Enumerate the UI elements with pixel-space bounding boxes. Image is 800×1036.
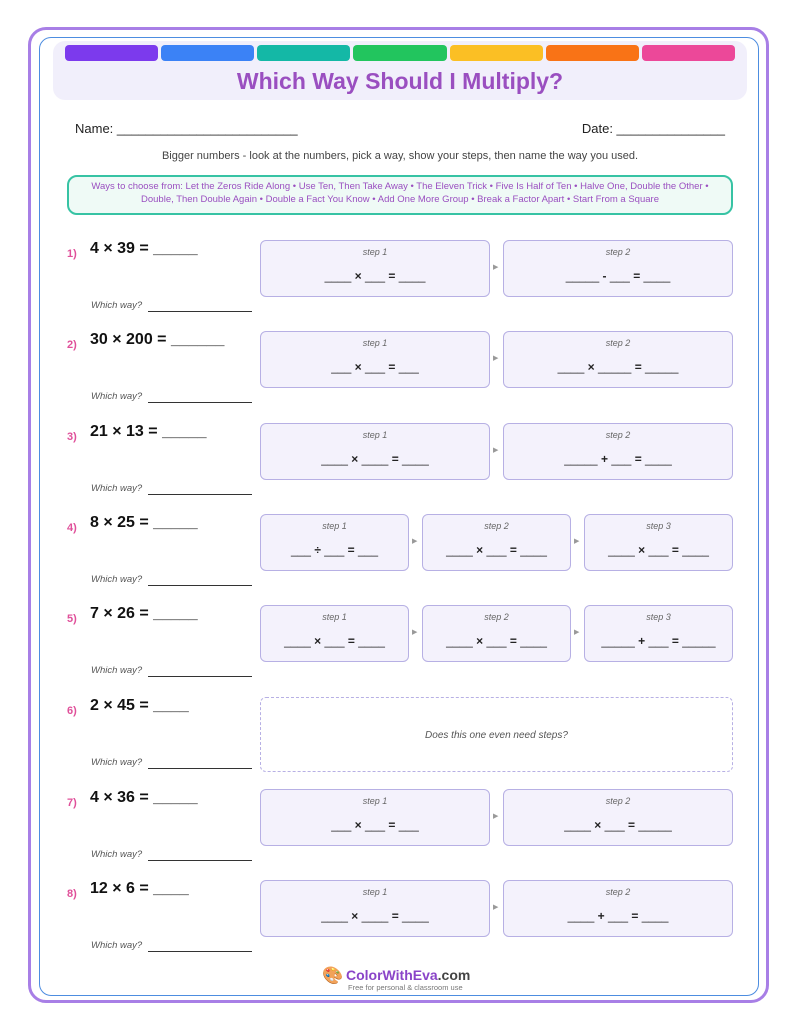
step-blank[interactable]: _____ — [597, 360, 632, 374]
color-bar — [161, 45, 254, 61]
step-equation[interactable] — [504, 452, 732, 466]
step-blank[interactable]: ___ — [364, 818, 386, 832]
step-operator: = — [347, 634, 355, 648]
page-title: Which Way Should I Multiply? — [236, 68, 564, 94]
step-label: step 1 — [362, 796, 388, 806]
problem-row — [67, 605, 747, 685]
step-operator: - — [602, 269, 607, 283]
step-box[interactable] — [260, 423, 490, 480]
step-box[interactable] — [503, 240, 733, 297]
which-way-line[interactable] — [148, 311, 252, 312]
arrow-icon: ▶ — [493, 447, 499, 454]
step-label: step 2 — [605, 796, 631, 806]
step-box[interactable] — [260, 240, 490, 297]
arrow-icon: ▶ — [574, 629, 580, 636]
step-blank[interactable]: ___ — [290, 543, 311, 557]
step-operator: = — [634, 360, 642, 374]
color-bar — [642, 45, 735, 61]
step-blank[interactable]: ____ — [446, 543, 473, 557]
step-label: step 1 — [362, 247, 388, 257]
problem-number: 7) — [67, 797, 77, 809]
step-blank[interactable]: _____ — [682, 634, 716, 648]
problem-expression: 12 × 6 = ____ — [90, 880, 189, 897]
step-label: step 1 — [322, 521, 347, 531]
step-operator: = — [391, 909, 399, 923]
problem-number: 8) — [67, 888, 77, 900]
step-equation[interactable] — [261, 818, 489, 832]
step-equation[interactable] — [261, 909, 489, 923]
step-equation[interactable] — [261, 452, 489, 466]
problem-number: 1) — [67, 248, 77, 260]
which-way-label: Which way? — [91, 849, 143, 860]
step-blank[interactable]: ____ — [520, 543, 547, 557]
step-label: step 2 — [605, 247, 631, 257]
step-operator: = — [391, 452, 399, 466]
arrow-icon: ▶ — [574, 538, 580, 545]
step-operator: = — [671, 634, 679, 648]
problem-row — [67, 789, 747, 869]
step-box[interactable] — [503, 880, 733, 937]
step-blank[interactable]: ___ — [611, 452, 632, 466]
step-equation[interactable] — [261, 543, 408, 557]
step-box[interactable] — [260, 514, 409, 571]
which-way-line[interactable] — [148, 860, 252, 861]
step-blank[interactable]: ___ — [486, 634, 507, 648]
arrow-icon: ▶ — [493, 904, 499, 911]
step-label: step 2 — [605, 887, 631, 897]
step-operator: = — [388, 360, 396, 374]
step-blank[interactable]: ____ — [564, 818, 591, 832]
step-operator: + — [600, 452, 608, 466]
step-operator: = — [388, 818, 396, 832]
step-equation[interactable] — [261, 269, 489, 283]
step-label: step 2 — [605, 430, 631, 440]
step-equation[interactable] — [423, 543, 570, 557]
step-blank[interactable]: ____ — [321, 909, 348, 923]
step-operator: × — [354, 269, 362, 283]
which-way-line[interactable] — [148, 676, 252, 677]
footer — [322, 966, 522, 996]
step-blank[interactable]: _____ — [601, 634, 635, 648]
step-equation[interactable] — [504, 909, 732, 923]
arrow-icon: ▶ — [412, 538, 418, 545]
step-operator: = — [388, 269, 396, 283]
step-blank[interactable]: ____ — [402, 909, 429, 923]
arrow-icon: ▶ — [412, 629, 418, 636]
no-steps-note: Does this one even need steps? — [425, 730, 568, 741]
step-blank[interactable]: _____ — [564, 452, 598, 466]
step-operator: = — [509, 543, 517, 557]
step-blank[interactable]: ___ — [486, 543, 507, 557]
ways-box: Ways to choose from: Let the Zeros Ride Along • Use Ten, Then Take Away • The Eleven Trick • Five Is Half of Ten • Halve One, Double the Other • Double, Then Double Again • Double a Fact You Know • Add One More Group • Break a Factor Apart • Start From a Square — [67, 175, 733, 215]
which-way-line[interactable] — [148, 402, 252, 403]
step-blank[interactable]: ____ — [643, 269, 671, 283]
problem-expression: 4 × 39 = _____ — [90, 240, 198, 257]
step-box[interactable] — [422, 514, 571, 571]
step-equation[interactable] — [261, 360, 489, 374]
problem-row — [67, 331, 747, 411]
step-equation[interactable] — [504, 269, 732, 283]
step-operator: = — [509, 634, 517, 648]
step-operator: = — [634, 452, 642, 466]
step-label: step 2 — [484, 521, 509, 531]
problem-number: 2) — [67, 339, 77, 351]
problem-row — [67, 880, 747, 960]
step-blank[interactable]: ____ — [641, 909, 669, 923]
step-box[interactable] — [503, 331, 733, 388]
step-blank[interactable]: ___ — [324, 634, 345, 648]
step-operator: × — [354, 360, 362, 374]
problem-row — [67, 240, 747, 320]
step-blank[interactable]: ___ — [331, 360, 352, 374]
step-operator: = — [671, 543, 679, 557]
palette-icon: 🎨 — [322, 966, 344, 985]
step-equation[interactable] — [504, 360, 732, 374]
footer-tagline: Free for personal & classroom use — [348, 983, 463, 992]
which-way-label: Which way? — [91, 757, 143, 768]
arrow-icon: ▶ — [493, 264, 499, 271]
instructions: Bigger numbers - look at the numbers, pick a way, show your steps, then name the way you used. — [161, 150, 639, 162]
problem-number: 3) — [67, 431, 77, 443]
footer-brand-name: ColorWithEva — [346, 967, 438, 983]
step-blank[interactable]: ___ — [604, 818, 625, 832]
step-operator: = — [633, 269, 641, 283]
problem-expression: 4 × 36 = _____ — [90, 789, 198, 806]
which-way-label: Which way? — [91, 574, 143, 585]
step-operator: × — [638, 543, 646, 557]
step-box[interactable] — [503, 423, 733, 480]
problem-row — [67, 514, 747, 594]
step-box[interactable] — [260, 789, 490, 846]
problem-number: 6) — [67, 705, 77, 717]
which-way-label: Which way? — [91, 391, 143, 402]
which-way-label: Which way? — [91, 940, 143, 951]
problem-expression: 7 × 26 = _____ — [90, 605, 198, 622]
problem-row — [67, 423, 747, 503]
which-way-label: Which way? — [91, 300, 143, 311]
step-box[interactable] — [503, 789, 733, 846]
which-way-line[interactable] — [148, 494, 252, 495]
step-blank[interactable]: ____ — [324, 269, 352, 283]
step-box[interactable] — [422, 605, 571, 662]
step-blank[interactable]: ____ — [398, 269, 426, 283]
step-blank[interactable]: ____ — [608, 543, 635, 557]
which-way-line[interactable] — [148, 585, 252, 586]
step-blank[interactable]: ____ — [557, 360, 585, 374]
step-equation[interactable] — [504, 818, 732, 832]
step-operator: × — [314, 634, 322, 648]
step-blank[interactable]: ____ — [321, 452, 348, 466]
step-label: step 1 — [362, 338, 388, 348]
which-way-line[interactable] — [148, 768, 252, 769]
step-blank[interactable]: ___ — [358, 543, 379, 557]
step-blank[interactable]: ___ — [398, 818, 419, 832]
step-label: step 3 — [646, 612, 671, 622]
step-operator: = — [628, 818, 636, 832]
step-box[interactable] — [260, 880, 490, 937]
problem-expression: 30 × 200 = ______ — [90, 331, 225, 348]
step-box[interactable] — [584, 605, 733, 662]
footer-brand — [346, 967, 470, 983]
color-bars — [65, 45, 735, 61]
step-operator: × — [476, 634, 484, 648]
color-bar — [257, 45, 350, 61]
step-equation[interactable] — [423, 634, 570, 648]
step-operator: × — [354, 818, 362, 832]
step-equation[interactable] — [585, 634, 732, 648]
step-blank[interactable]: ____ — [446, 634, 473, 648]
color-bar — [65, 45, 158, 61]
step-blank[interactable]: ____ — [520, 634, 547, 648]
step-blank[interactable]: _____ — [645, 360, 679, 374]
step-blank[interactable]: ___ — [648, 634, 669, 648]
problem-number: 4) — [67, 522, 77, 534]
step-blank[interactable]: _____ — [565, 269, 600, 283]
step-blank[interactable]: ___ — [324, 543, 345, 557]
step-blank[interactable]: ____ — [645, 452, 672, 466]
step-operator: = — [347, 543, 355, 557]
date-field[interactable]: Date: _______________ — [581, 121, 725, 136]
step-blank[interactable]: ___ — [398, 360, 419, 374]
step-operator: ÷ — [314, 543, 321, 557]
step-label: step 2 — [484, 612, 509, 622]
arrow-icon: ▶ — [493, 355, 499, 362]
step-operator: × — [351, 452, 359, 466]
step-label: step 1 — [362, 887, 388, 897]
arrow-icon: ▶ — [493, 813, 499, 820]
step-blank[interactable]: ___ — [609, 269, 630, 283]
name-field[interactable]: Name: _________________________ — [75, 121, 298, 136]
problem-number: 5) — [67, 613, 77, 625]
no-steps-box — [260, 697, 733, 772]
step-operator: + — [638, 634, 646, 648]
step-blank[interactable]: ____ — [402, 452, 429, 466]
step-operator: × — [587, 360, 595, 374]
problem-expression: 2 × 45 = ____ — [90, 697, 189, 714]
step-label: step 2 — [605, 338, 631, 348]
step-label: step 1 — [322, 612, 347, 622]
step-operator: × — [351, 909, 359, 923]
step-label: step 3 — [646, 521, 671, 531]
which-way-line[interactable] — [148, 951, 252, 952]
step-blank[interactable]: ___ — [648, 543, 669, 557]
which-way-label: Which way? — [91, 665, 143, 676]
problem-expression: 21 × 13 = _____ — [90, 423, 207, 440]
problem-row — [67, 697, 747, 777]
step-blank[interactable]: ____ — [361, 909, 389, 923]
step-blank[interactable]: ___ — [364, 269, 386, 283]
step-blank[interactable]: ____ — [567, 909, 595, 923]
step-blank[interactable]: ___ — [331, 818, 352, 832]
step-equation[interactable] — [585, 543, 732, 557]
step-blank[interactable]: ____ — [682, 543, 709, 557]
color-bar — [353, 45, 446, 61]
step-blank[interactable]: ____ — [358, 634, 385, 648]
step-box[interactable] — [260, 331, 490, 388]
step-blank[interactable]: ____ — [361, 452, 389, 466]
problem-expression: 8 × 25 = _____ — [90, 514, 198, 531]
step-blank[interactable]: ___ — [364, 360, 386, 374]
color-bar — [450, 45, 543, 61]
step-blank[interactable]: ___ — [607, 909, 629, 923]
step-operator: × — [594, 818, 602, 832]
step-box[interactable] — [260, 605, 409, 662]
step-blank[interactable]: _____ — [638, 818, 672, 832]
color-bar — [546, 45, 639, 61]
footer-brand-suffix: .com — [437, 967, 471, 983]
which-way-label: Which way? — [91, 483, 143, 494]
step-label: step 1 — [362, 430, 388, 440]
step-operator: = — [631, 909, 639, 923]
step-box[interactable] — [584, 514, 733, 571]
step-operator: × — [476, 543, 484, 557]
step-operator: + — [597, 909, 605, 923]
step-equation[interactable] — [261, 634, 408, 648]
step-blank[interactable]: ____ — [284, 634, 311, 648]
